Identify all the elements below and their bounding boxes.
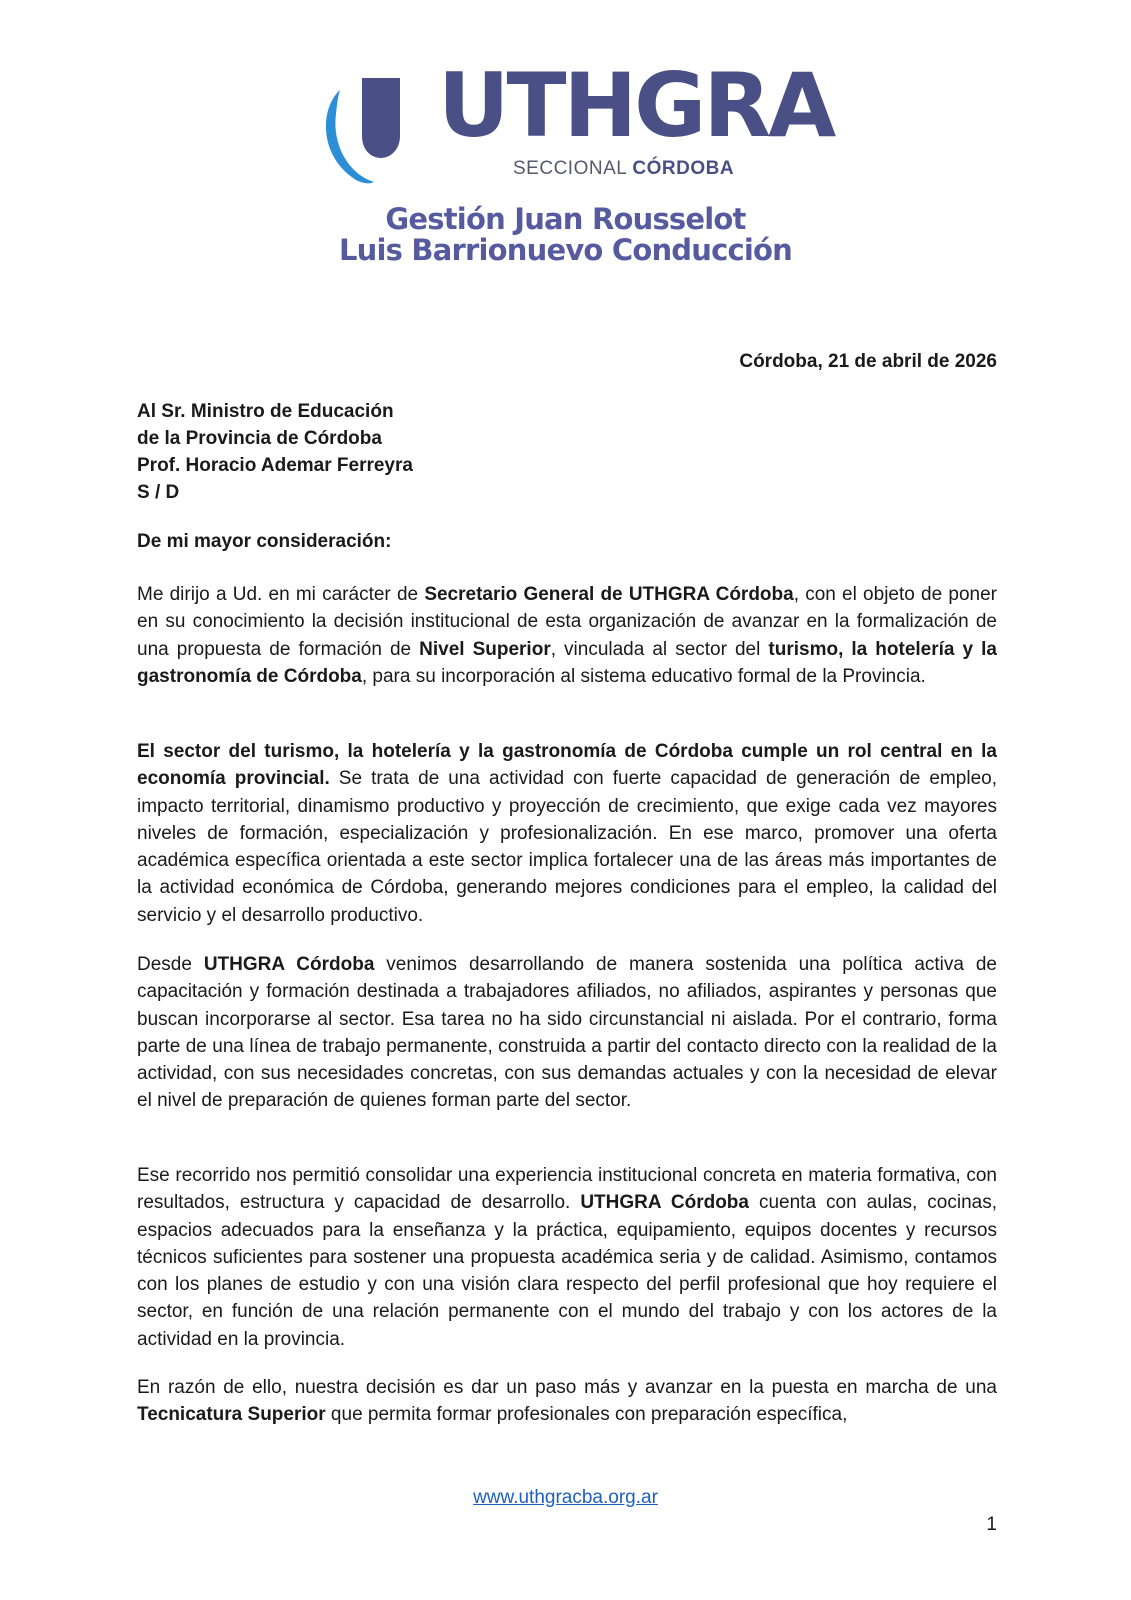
paragraph-2: El sector del turismo, la hotelería y la gastronomía de Córdoba cumple un rol central en la economía provincial. Se trata de una actividad con fuerte capacidad de generación de empleo, impacto territorial, dinamismo productivo y proyección de crecimiento, que exige cada vez mayores niveles de formación, especialización y profesionalización. En ese marco, promover una oferta académica específica orientada a este sector implica fortalecer una de las áreas más importantes de la actividad económica de Córdoba, generando mejores condiciones para el empleo, la calidad del servicio y el desarrollo productivo. (137, 741, 998, 926)
addressee-line: S / D (137, 482, 180, 503)
tagline-line-2: Luis Barrionuevo Conducción (339, 233, 792, 267)
paragraph-4: Ese recorrido nos permitió consolidar una experiencia institucional concreta en materia formativa, con resultados, estructura y capacidad de desarrollo. UTHGRA Córdoba cuenta con aulas, cocinas, espacios adecuados para la enseñanza y la práctica, equipamiento, equipos docentes y recursos técnicos suficientes para sostener una propuesta académica seria y de calidad. Asimismo, contamos con los planes de estudio y con una visión clara respecto del perfil profesional que hoy requiere el sector, en función de una relación permanente con el mundo del trabajo y con los actores de la actividad en la provincia. (137, 1165, 998, 1350)
greeting: De mi mayor consideración: (137, 531, 392, 552)
page-number: 1 (986, 1514, 997, 1535)
addressee-line: Al Sr. Ministro de Educación (137, 401, 394, 422)
paragraph-3: Desde UTHGRA Córdoba venimos desarrollando de manera sostenida una política activa de capacitación y formación destinada a trabajadores afiliados, no afiliados, aspirantes y personas que buscan incorporarse al sector. Esa tarea no ha sido circunstancial ni aislada. Por el contrario, forma parte de una línea de trabajo permanente, construida a partir del contacto directo con la realidad de la actividad, con sus necesidades concretas, con sus demandas actuales y con la necesidad de elevar el nivel de preparación de quienes forman parte del sector. (137, 954, 997, 1112)
letter-date: Córdoba, 21 de abril de 2026 (739, 351, 997, 372)
footer-website-link[interactable]: www.uthgracba.org.ar (473, 1487, 658, 1508)
addressee-line: Prof. Horacio Ademar Ferreyra (137, 455, 413, 476)
brand-name: UTHGRA (438, 54, 834, 157)
addressee-block (137, 398, 413, 506)
addressee-line: de la Provincia de Córdoba (137, 428, 382, 449)
seccional-label: SECCIONAL CÓRDOBA (513, 158, 735, 179)
paragraph-1: Me dirijo a Ud. en mi carácter de Secretario General de UTHGRA Córdoba, con el objeto de poner en su conocimiento la decisión institucional de esta organización de avanzar en la formalización de una propuesta de formación de Nivel Superior, vinculada al sector del turismo, la hotelería y la gastronomía de Córdoba, para su incorporación al sistema educativo formal de la Provincia. (137, 584, 997, 687)
paragraph-5: En razón de ello, nuestra decisión es dar un paso más y avanzar en la puesta en marcha de una Tecnicatura Superior que permita formar profesionales con preparación específica, (137, 1377, 997, 1426)
tagline-line-1: Gestión Juan Rousselot (385, 202, 746, 236)
